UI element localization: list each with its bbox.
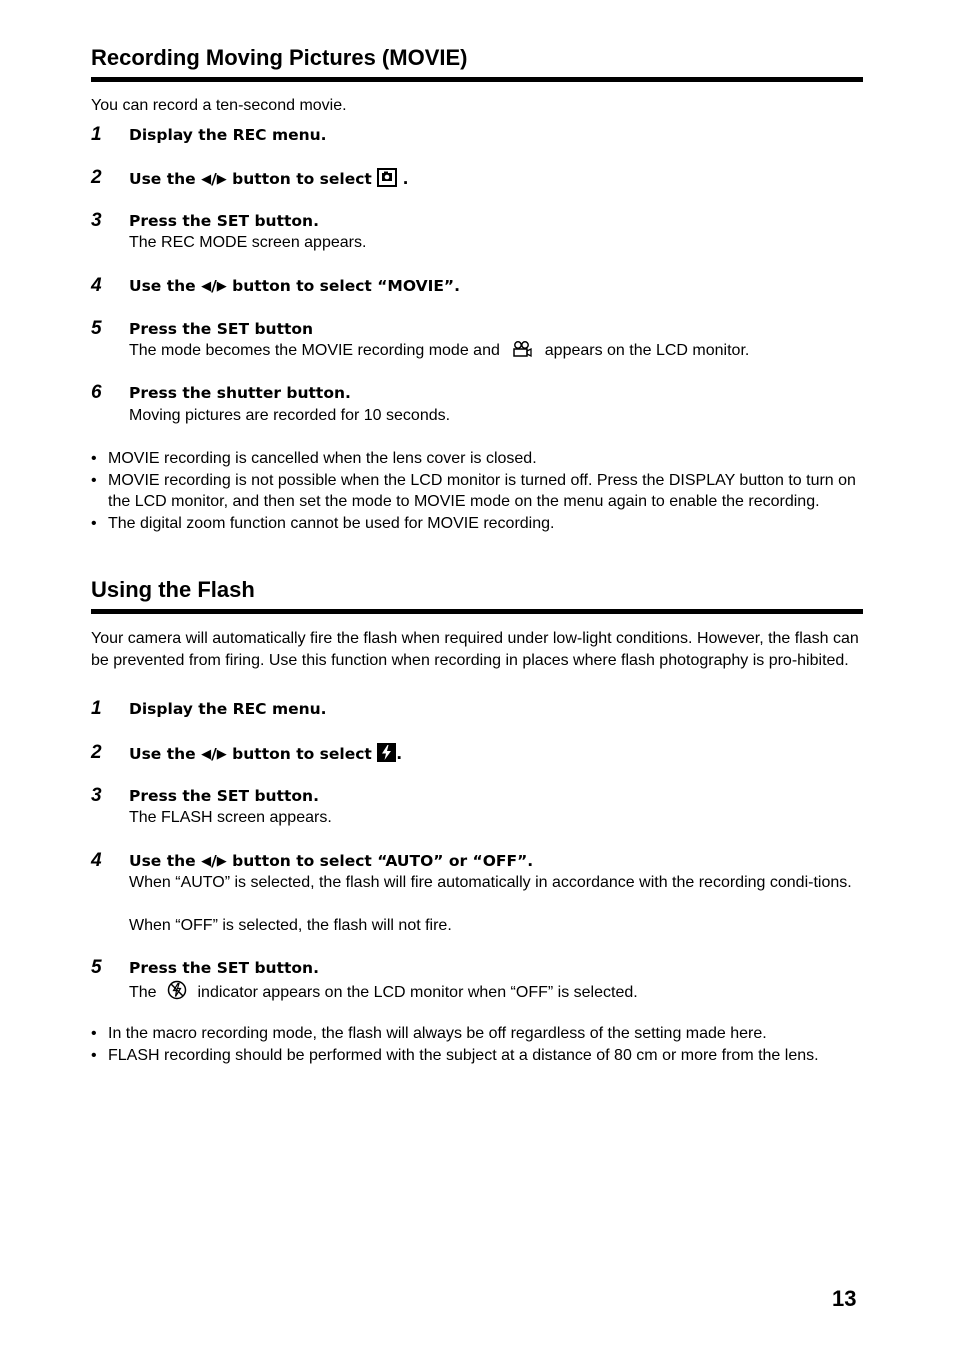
flash-icon bbox=[377, 743, 396, 768]
step-description: The mode becomes the MOVIE recording mode and appears on the LCD monitor. bbox=[129, 340, 869, 365]
step-title: Press the SET button. bbox=[129, 787, 319, 805]
flash-intro: Your camera will automatically fire the flash when required under low-light conditions. However, the flash can be prevented from firing. Use this function when recording in places where flash photography is pro-hibited. bbox=[91, 630, 859, 669]
list-item: • MOVIE recording is cancelled when the lens cover is closed. bbox=[91, 448, 871, 470]
left-arrow-icon: ◀ bbox=[201, 172, 212, 187]
step-number: 4 bbox=[91, 850, 102, 871]
movie-camera-icon bbox=[512, 340, 532, 365]
movie-intro: You can record a ten-second movie. bbox=[91, 97, 347, 114]
step-title: Display the REC menu. bbox=[129, 700, 327, 718]
step-number: 2 bbox=[91, 167, 102, 188]
step-title: Press the shutter button. bbox=[129, 384, 351, 402]
step-number: 3 bbox=[91, 785, 102, 806]
step-number: 4 bbox=[91, 275, 102, 296]
left-arrow-icon: ◀ bbox=[201, 279, 212, 294]
section-heading-flash: Using the Flash bbox=[91, 577, 863, 614]
left-arrow-icon: ◀ bbox=[201, 854, 212, 869]
right-arrow-icon: ▶ bbox=[216, 854, 227, 869]
flash-notes bbox=[91, 1023, 871, 1066]
flash-off-icon bbox=[167, 980, 187, 1007]
movie-notes bbox=[91, 448, 871, 535]
step-number: 5 bbox=[91, 318, 102, 339]
step-number: 1 bbox=[91, 124, 102, 145]
step-title: Use the ◀/▶ button to select “MOVIE”. bbox=[129, 277, 461, 295]
step-description: Moving pictures are recorded for 10 seconds. bbox=[129, 407, 451, 424]
step-number: 1 bbox=[91, 698, 102, 719]
list-item: • The digital zoom function cannot be used for MOVIE recording. bbox=[91, 513, 871, 535]
step-description: The FLASH screen appears. bbox=[129, 809, 332, 826]
step-description: When “AUTO” is selected, the flash will fire automatically in accordance with the recording condi-tions. bbox=[129, 874, 852, 891]
page-number: 13 bbox=[832, 1286, 857, 1311]
step-description: When “OFF” is selected, the flash will not fire. bbox=[129, 917, 452, 934]
step-title: Display the REC menu. bbox=[129, 126, 327, 144]
step-description: The indicator appears on the LCD monitor when “OFF” is selected. bbox=[129, 980, 869, 1007]
camera-mode-icon bbox=[377, 168, 397, 193]
step-number: 2 bbox=[91, 742, 102, 763]
step-title: Press the SET button. bbox=[129, 959, 319, 977]
left-arrow-icon: ◀ bbox=[201, 747, 212, 762]
section-heading-movie: Recording Moving Pictures (MOVIE) bbox=[91, 45, 863, 82]
step-title: Press the SET button bbox=[129, 320, 314, 338]
step-description: The REC MODE screen appears. bbox=[129, 234, 367, 251]
step-title: Press the SET button. bbox=[129, 212, 319, 230]
step-number: 5 bbox=[91, 957, 102, 978]
step-title: Use the ◀/▶ button to select “AUTO” or “OFF”. bbox=[129, 852, 534, 870]
step-title: Use the ◀/▶ button to select . bbox=[129, 743, 402, 768]
list-item: • In the macro recording mode, the flash will always be off regardless of the setting made here. bbox=[91, 1023, 871, 1045]
step-number: 6 bbox=[91, 382, 102, 403]
right-arrow-icon: ▶ bbox=[216, 279, 227, 294]
step-number: 3 bbox=[91, 210, 102, 231]
list-item: • FLASH recording should be performed with the subject at a distance of 80 cm or more from the lens. bbox=[91, 1045, 871, 1067]
list-item: • MOVIE recording is not possible when the LCD monitor is turned off. Press the DISPLAY button to turn on the LCD monitor, and then set the mode to MOVIE mode on the menu again to enable the recording. bbox=[91, 470, 871, 513]
right-arrow-icon: ▶ bbox=[216, 747, 227, 762]
step-title: Use the ◀/▶ button to select . bbox=[129, 168, 409, 193]
right-arrow-icon: ▶ bbox=[216, 172, 227, 187]
